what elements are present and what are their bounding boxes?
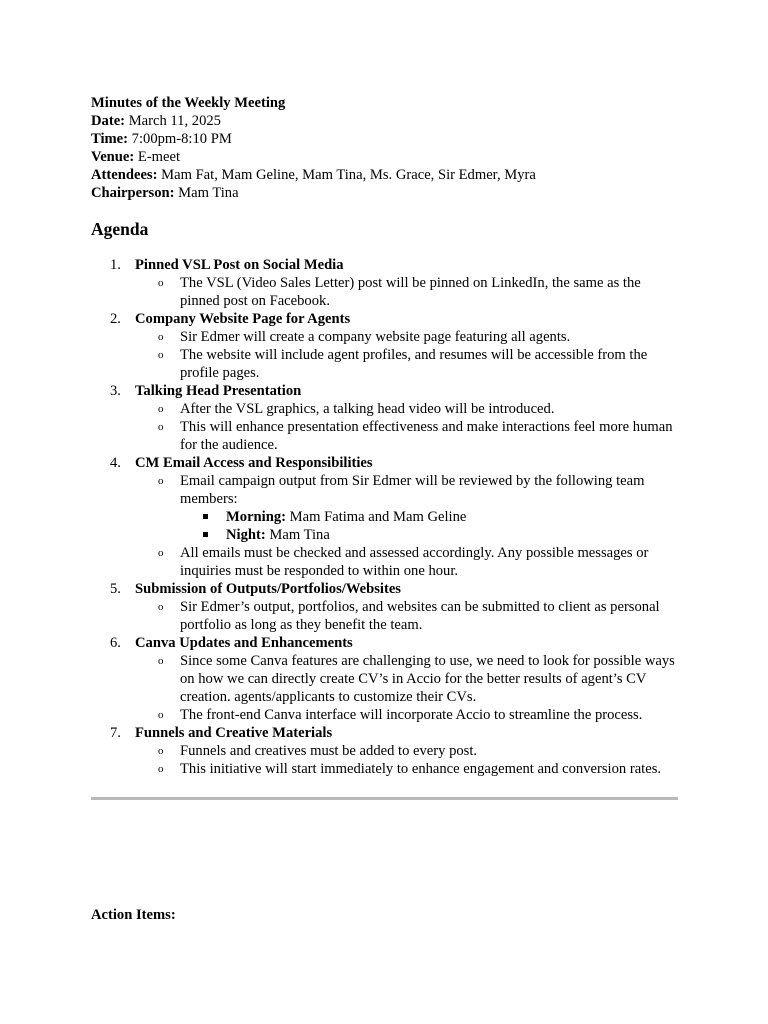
attendees-label: Attendees: [91,167,158,183]
chairperson-value: Mam Tina [174,185,239,201]
agenda-item-number: 7. [110,725,121,741]
time-label: Time: [91,131,129,147]
list-item: o This initiative will start immediately to enhance engagement and conversion rates. [158,761,662,777]
time-value: 7:00pm-8:10 PM [128,131,232,147]
venue-value: E-meet [134,149,181,165]
time-line [91,130,691,148]
attendees-value: Mam Fat, Mam Geline, Mam Tina, Ms. Grace, Sir Edmer, Myra [157,167,536,183]
sub-list-item: Morning: Mam Fatima and Mam Geline [0,508,768,526]
hollow-bullet-icon: o [158,349,164,361]
list-item: o The front-end Canva interface will incorporate Accio to streamline the process. [158,707,643,723]
agenda-item-title: 1. Pinned VSL Post on Social Media [110,257,344,273]
hollow-bullet-icon: o [158,763,164,775]
agenda-item-number: 3. [110,383,121,399]
hollow-bullet-icon: o [158,421,164,433]
meeting-header [91,94,691,202]
list-item: o After the VSL graphics, a talking head video will be introduced. [158,401,555,417]
list-item: o The VSL (Video Sales Letter) post will be pinned on LinkedIn, the same as the pinned post on Facebook. [158,275,641,309]
list-item: o Since some Canva features are challenging to use, we need to look for possible ways on how we can directly create CV’s in Accio for the better results of agent’s CV creation. agents/applicants to customize their CVs. [158,653,675,705]
hollow-bullet-icon: o [158,475,164,487]
venue-label: Venue: [91,149,135,165]
hollow-bullet-icon: o [158,601,164,613]
action-items-heading: Action Items: [91,907,176,923]
agenda-item-number: 1. [110,257,121,273]
list-item: o This will enhance presentation effectiveness and make interactions feel more human for the audience. [158,419,673,453]
document-title: Minutes of the Weekly Meeting [91,95,286,111]
chairperson-line [91,184,691,202]
agenda-item-title: 6. Canva Updates and Enhancements [110,635,353,651]
hollow-bullet-icon: o [158,403,164,415]
agenda-heading: Agenda [91,219,149,239]
agenda-item-title: 7. Funnels and Creative Materials [110,725,333,741]
square-bullet-icon [203,532,208,537]
list-item: o Sir Edmer’s output, portfolios, and websites can be submitted to client as personal portfolio as long as they benefit the team. [158,599,660,633]
list-item: o Sir Edmer will create a company website page featuring all agents. [158,329,571,345]
hollow-bullet-icon: o [158,745,164,757]
venue-line [91,148,691,166]
hollow-bullet-icon: o [158,547,164,559]
hollow-bullet-icon: o [158,277,164,289]
sub-list-item: Night: Mam Tina [0,526,768,544]
list-item: o All emails must be checked and assessed accordingly. Any possible messages or inquiries must be responded to within one hour. [158,545,649,579]
list-item: o Funnels and creatives must be added to every post. [158,743,478,759]
agenda-item-number: 5. [110,581,121,597]
agenda-item-title: 4. CM Email Access and Responsibilities [110,455,373,471]
date-value: March 11, 2025 [125,113,221,129]
agenda-item-title: 2. Company Website Page for Agents [110,311,351,327]
date-line [91,112,691,130]
hollow-bullet-icon: o [158,331,164,343]
date-label: Date: [91,113,126,129]
list-item: o Email campaign output from Sir Edmer will be reviewed by the following team members: [158,473,645,507]
agenda-list [0,256,768,778]
agenda-item-title: 3. Talking Head Presentation [110,383,302,399]
agenda-item-number: 2. [110,311,121,327]
hollow-bullet-icon: o [158,709,164,721]
agenda-item-number: 4. [110,455,121,471]
square-bullet-icon [203,514,208,519]
hollow-bullet-icon: o [158,655,164,667]
horizontal-divider [91,797,678,800]
attendees-line [91,166,691,184]
list-item: o The website will include agent profiles, and resumes will be accessible from the profile pages. [158,347,648,381]
agenda-item-title: 5. Submission of Outputs/Portfolios/Websites [110,581,401,597]
chairperson-label: Chairperson: [91,185,175,201]
agenda-item-number: 6. [110,635,121,651]
